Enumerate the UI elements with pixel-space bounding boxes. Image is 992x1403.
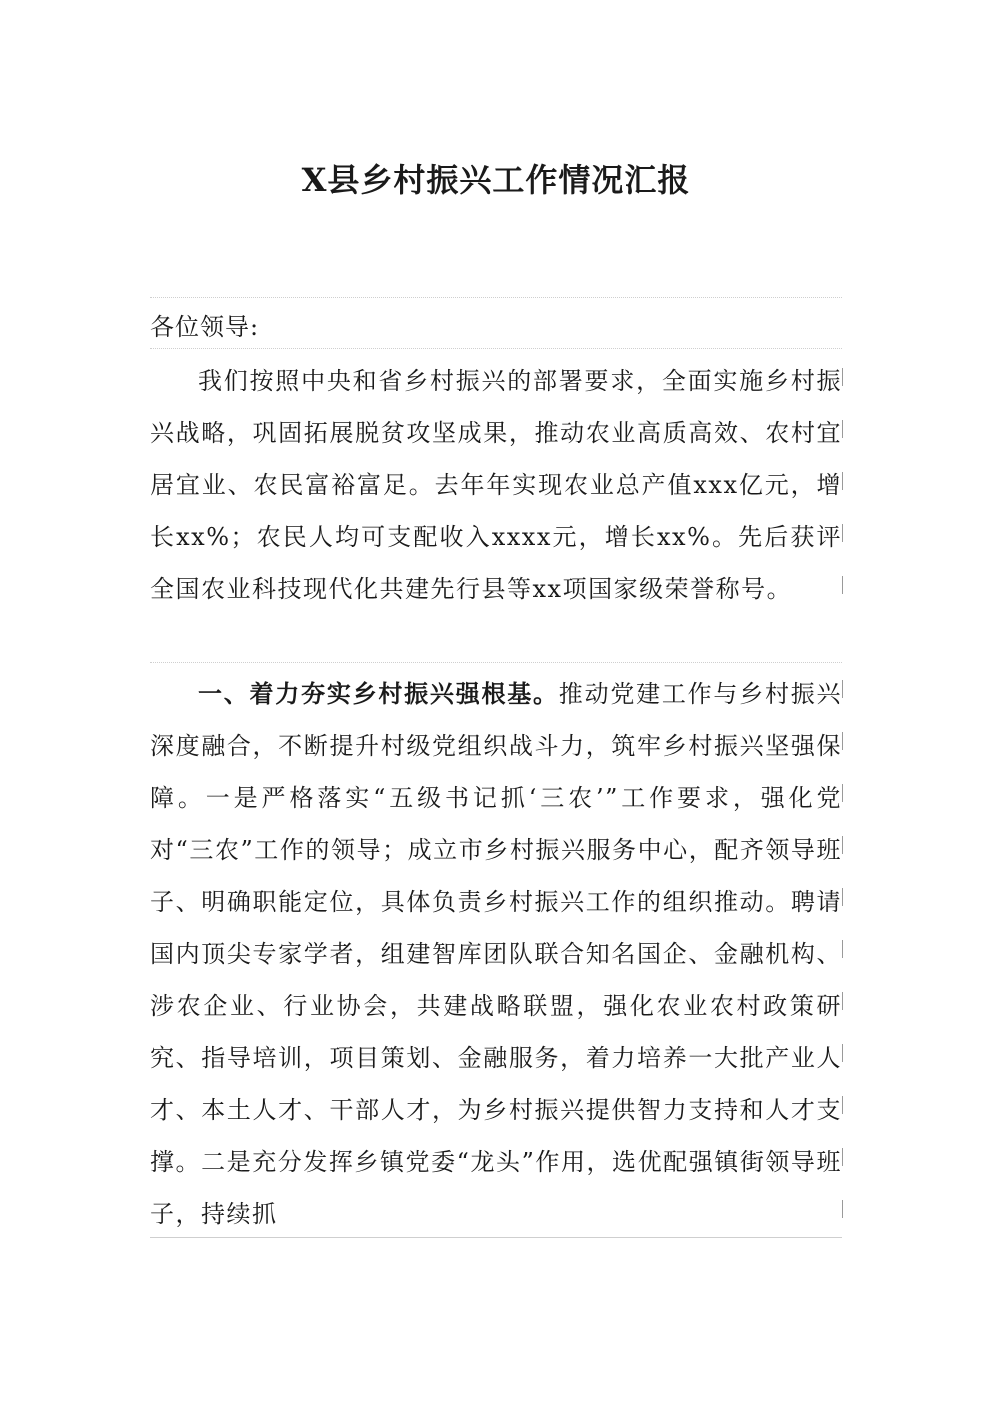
section-one-heading: 一、着力夯实乡村振兴强根基。 xyxy=(198,679,559,708)
line-end-marker xyxy=(842,472,843,490)
line-end-marker xyxy=(842,680,843,698)
line-end-marker xyxy=(842,836,843,854)
line-end-marker xyxy=(842,732,843,750)
line-end-marker xyxy=(842,992,843,1010)
text-frame-top-border xyxy=(150,297,842,298)
salutation: 各位领导: xyxy=(150,313,260,341)
intro-paragraph: 我们按照中央和省乡村振兴的部署要求，全面实施乡村振兴战略，巩固拓展脱贫攻坚成果，推动农业高质高效、农村宜居宜业、农民富裕富足。去年年实现农业总产值xxx亿元，增长xx%；农民人均可支配收入xxxx元，增长xx%。先后获评全国农业科技现代化共建先行县等xx项国家级荣誉称号。 xyxy=(150,367,842,603)
line-end-marker xyxy=(842,888,843,906)
line-end-marker xyxy=(842,1096,843,1114)
line-end-marker xyxy=(842,368,843,386)
line-end-marker xyxy=(842,1044,843,1062)
line-end-marker xyxy=(842,524,843,542)
line-end-marker xyxy=(842,420,843,438)
section-one-paragraph xyxy=(150,668,842,1240)
text-frame-bottom-border xyxy=(150,1237,842,1238)
line-end-marker xyxy=(842,1200,843,1218)
line-end-marker xyxy=(842,1148,843,1166)
salutation-bottom-border xyxy=(150,348,842,349)
paragraph-separator xyxy=(150,662,842,663)
line-end-marker xyxy=(842,784,843,802)
line-end-marker xyxy=(842,940,843,958)
document-title: X县乡村振兴工作情况汇报 xyxy=(301,161,691,199)
section-one-body: 推动党建工作与乡村振兴深度融合，不断提升村级党组织战斗力，筑牢乡村振兴坚强保障。一是严格落实“五级书记抓‘三农’”工作要求，强化党对“三农”工作的领导；成立市乡村振兴服务中心，配齐领导班子、明确职能定位，具体负责乡村振兴工作的组织推动。聘请国内顶尖专家学者，组建智库团队联合知名国企、金融机构、涉农企业、行业协会，共建战略联盟，强化农业农村政策研究、指导培训，项目策划、金融服务，着力培养一大批产业人才、本土人才、干部人才，为乡村振兴提供智力支持和人才支撑。二是充分发挥乡镇党委“龙头”作用，选优配强镇街领导班子，持续抓 xyxy=(150,680,843,1228)
line-end-marker xyxy=(842,576,843,594)
